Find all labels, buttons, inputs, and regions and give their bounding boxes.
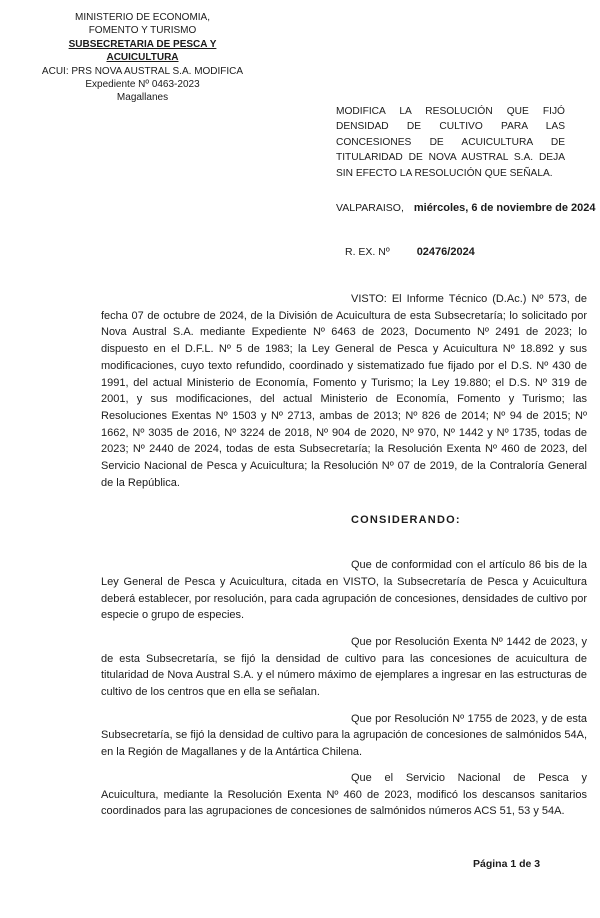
page-number: Página 1 de 3: [473, 858, 541, 870]
resolution-number-label: R. EX. Nº: [345, 246, 390, 258]
considerando-paragraph-4: Que el Servicio Nacional de Pesca y Acuicultura, mediante la Resolución Exenta Nº 460 de 2023, modificó los descansos sanitarios coordinados para las agrupaciones de concesiones de salmónidos números ACS 51, 53 y 54A.: [101, 771, 587, 818]
letterhead: [35, 11, 250, 105]
dateline-place: VALPARAISO,: [336, 202, 404, 214]
considerando-paragraph-1: Que de conformidad con el artículo 86 bis de la Ley General de Pesca y Acuicultura, citada en VISTO, la Subsecretaría de Pesca y Acuicultura deberá establecer, por resolución, para cada agrupación de concesiones, densidades de cultivo por especie o grupo de especies.: [101, 559, 587, 622]
letterhead-ministry-line1: MINISTERIO DE ECONOMIA,: [74, 12, 210, 23]
considerando-paragraph-3: Que por Resolución Nº 1755 de 2023, y de esta Subsecretaría, se fijó la densidad de cultivo para la agrupación de concesiones de salmónidos 54A, en la Región de Magallanes y de la Antártica Chilena.: [101, 712, 587, 759]
letterhead-case-reference: ACUI: PRS NOVA AUSTRAL S.A. MODIFICA: [41, 65, 244, 77]
resolution-subject: MODIFICA LA RESOLUCIÓN QUE FIJÓ DENSIDAD DE CULTIVO PARA LAS CONCESIONES DE ACUICULTURA DE TITULARIDAD DE NOVA AUSTRAL S.A. DEJA SIN EFECTO LA RESOLUCIÓN QUE SEÑALA.: [336, 106, 565, 179]
letterhead-region: Magallanes: [116, 92, 169, 104]
resolution-number-line: [345, 246, 475, 258]
resolution-number-value: 02476/2024: [416, 246, 475, 258]
letterhead-subsecretaria: SUBSECRETARIA DE PESCA Y ACUICULTURA: [68, 38, 217, 64]
considerando-paragraph-2: Que por Resolución Exenta Nº 1442 de 2023, y de esta Subsecretaría, se fijó la densidad de cultivo para las concesiones de acuicultura de titularidad de Nova Austral S.A. y el número máximo de ejemplares a ingresar en las estructuras de cultivo de los centros que en ella se señalan.: [101, 635, 587, 699]
letterhead-ministry-line2: FOMENTO Y TURISMO: [88, 25, 197, 37]
document-body: [101, 291, 587, 820]
dateline: [336, 202, 595, 214]
letterhead-expediente: Expediente Nº 0463-2023: [85, 79, 200, 91]
visto-paragraph: VISTO: El Informe Técnico (D.Ac.) Nº 573, de fecha 07 de octubre de 2024, de la División de Acuicultura de esta Subsecretaría; lo solicitado por Nova Austral S.A. mediante Expediente Nº 6463 de 2023, Documento Nº 2491 de 2023; lo dispuesto en el D.F.L. Nº 5 de 1983; la Ley General de Pesca y Acuicultura Nº 18.892 y sus modificaciones, cuyo texto refundido, coordinado y sistematizado fue fijado por el D.S. Nº 430 de 1991, del actual Ministerio de Economía, Fomento y Turismo; la Ley 19.880; el D.S. Nº 319 de 2001, y sus modificaciones, del actual Ministerio de Economía, Fomento y Turismo; las Resoluciones Exentas Nº 1503 y Nº 2713, ambas de 2013; Nº 826 de 2014; Nº 94 de 2015; Nº 1662, Nº 3035 de 2016, Nº 3224 de 2018, Nº 904 de 2020, Nº 970, Nº 1442 y Nº 1735, todas de 2023; Nº 2440 de 2024, todas de esta Subsecretaría; la Resolución Exenta Nº 460 de 2023, del Servicio Nacional de Pesca y Acuicultura; la Resolución Nº 07 de 2019, de la Contraloría General de la República.: [101, 293, 587, 489]
considerando-heading: CONSIDERANDO:: [351, 514, 461, 527]
dateline-date: miércoles, 6 de noviembre de 2024: [413, 202, 596, 214]
